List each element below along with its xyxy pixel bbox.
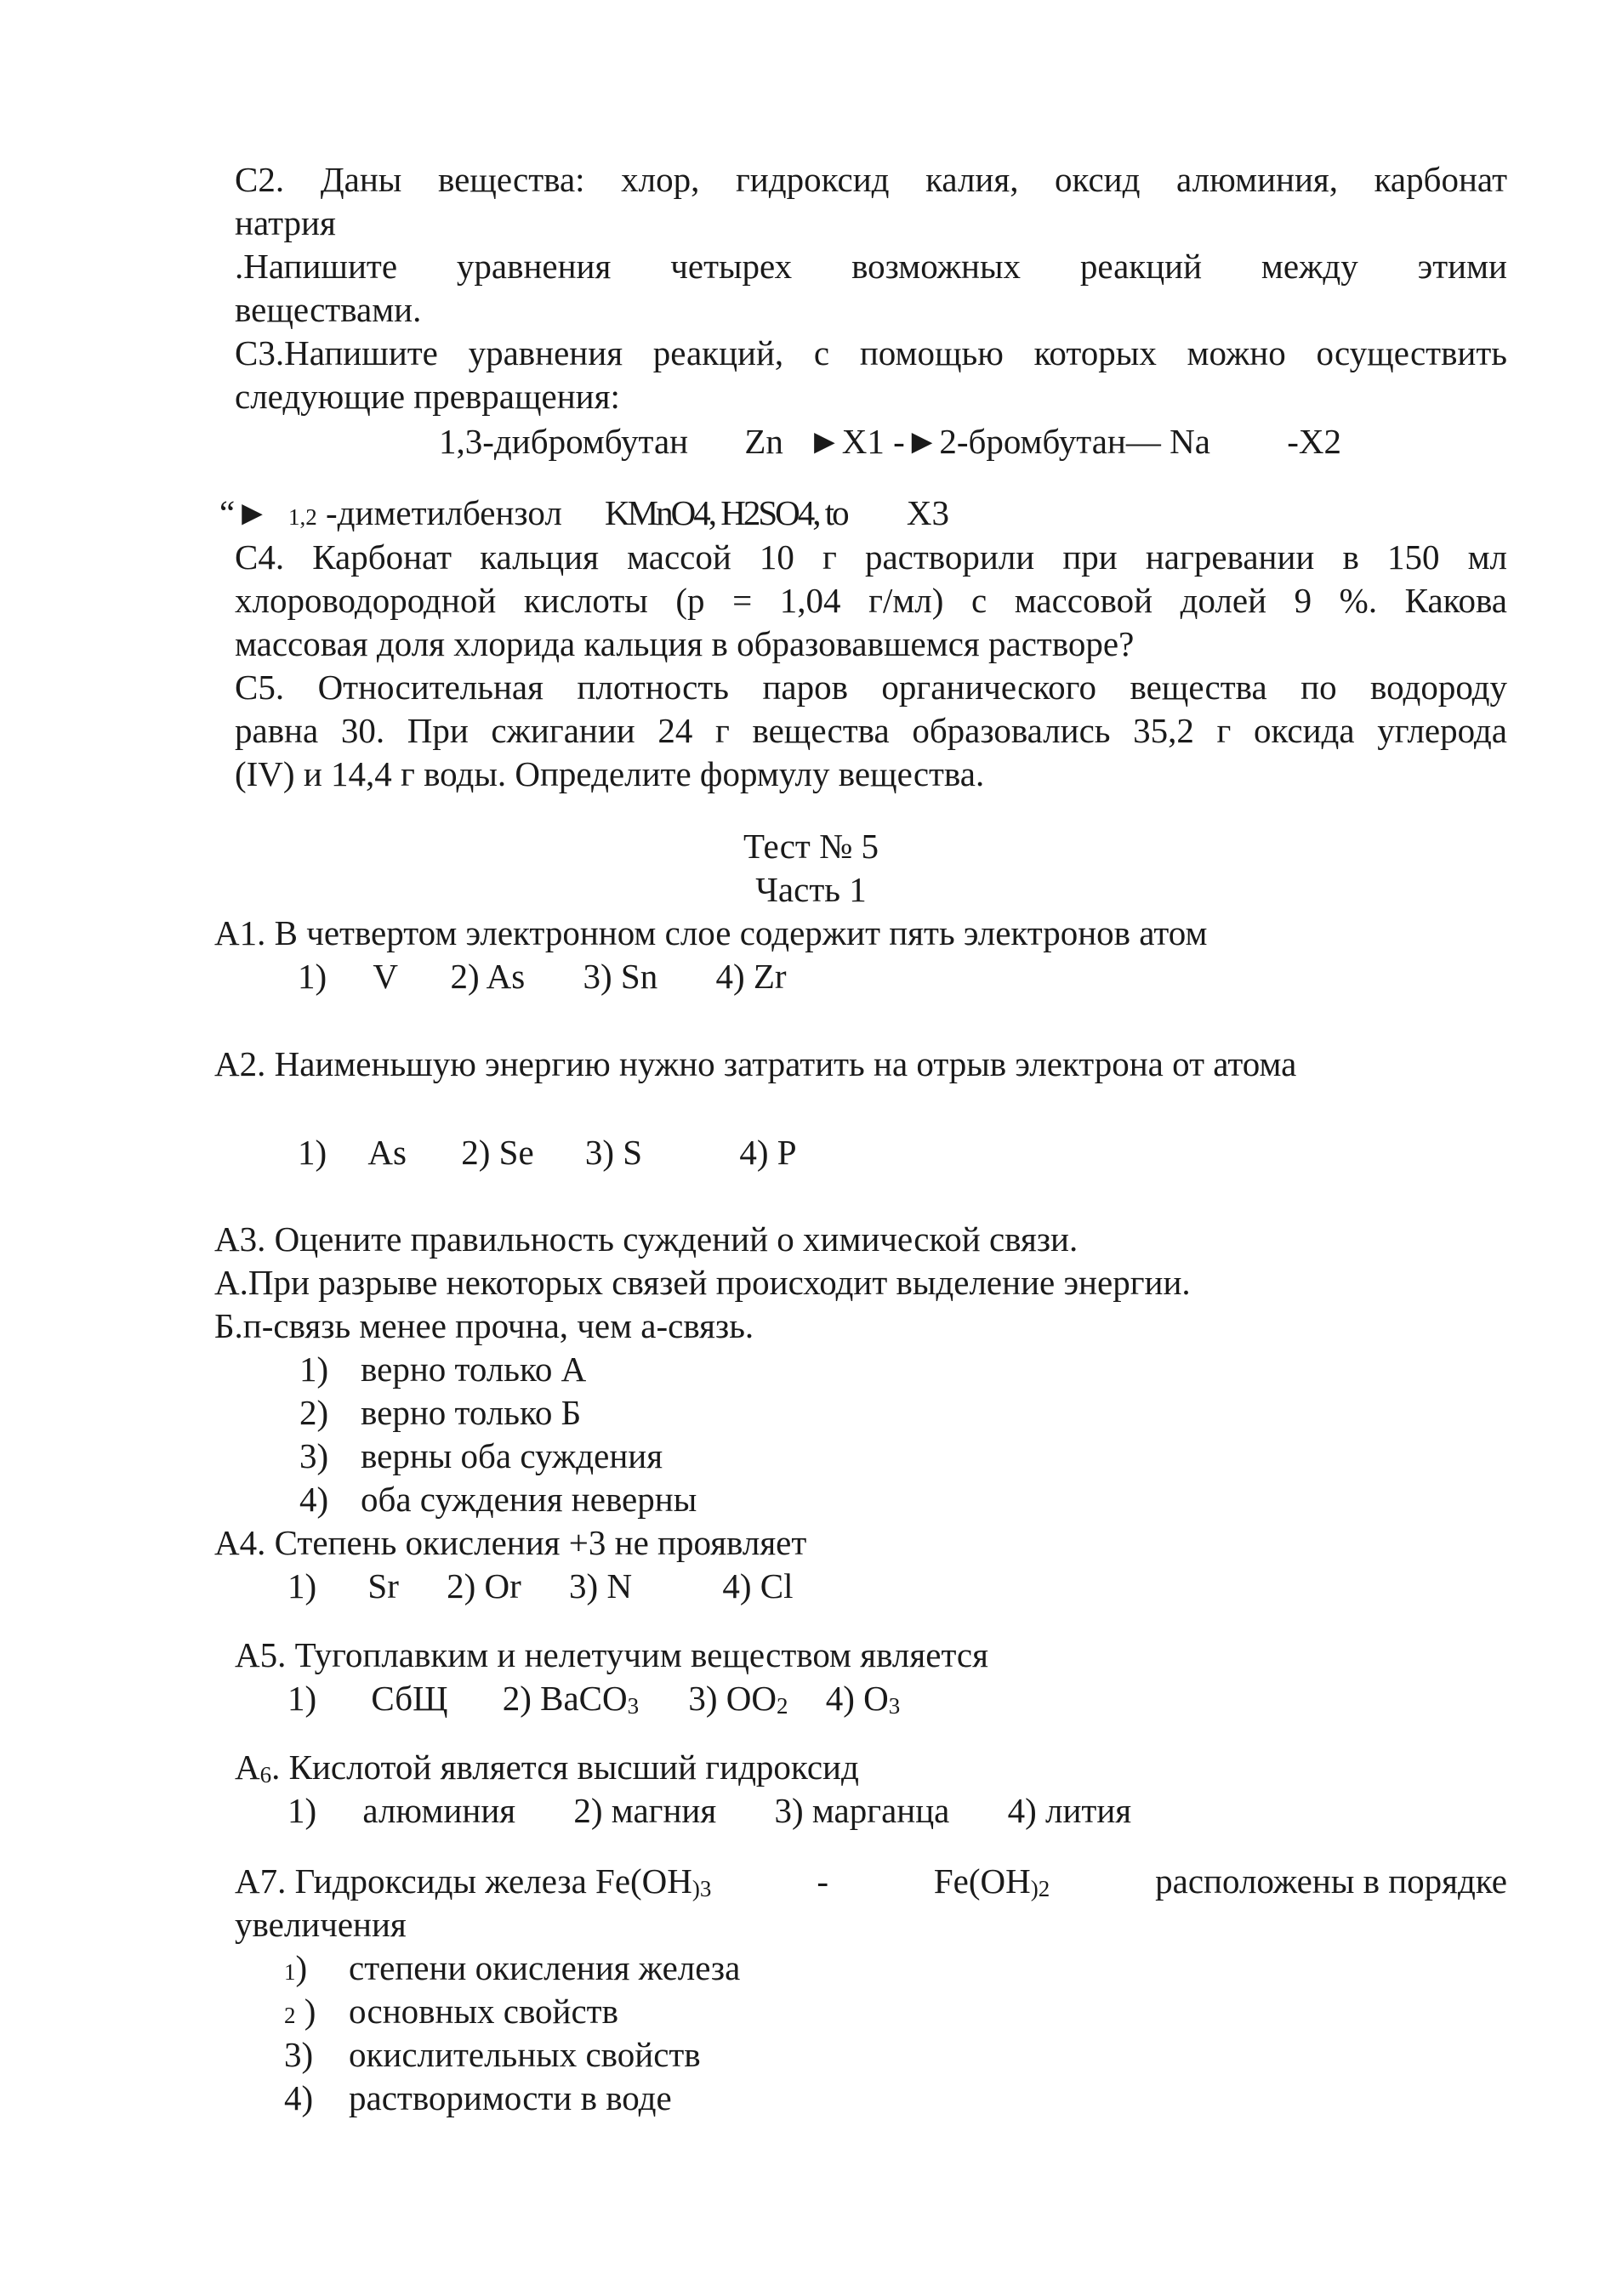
a3-option-2-text: верно только Б [361,1393,582,1432]
part-title: Часть 1 [755,870,867,909]
c2-line-3: .Напишите уравнения четырех возможных реакций между этими [235,247,1507,286]
c2-line-1: С2. Даны вещества: хлор, гидроксид калия, оксид алюминия, карбонат [235,160,1507,199]
a3-option-1-num: 1) [299,1350,329,1389]
a7-option-1-num [284,1946,349,1994]
a4-option-2: 2) Or [447,1566,521,1605]
a7-sub-1: )3 [691,1876,712,1901]
a7-line-2: увеличения [235,1905,407,1944]
a6-option-1: алюминия [362,1791,516,1830]
scheme1-na: Na [1170,422,1210,461]
a4-options [287,1565,793,1608]
a7-dash: - [817,1861,828,1901]
a7-option-4 [284,2077,672,2120]
a4-question: А4. Степень окисления +3 не проявляет [214,1523,807,1562]
a2-options [298,1131,797,1174]
a3-option-4-num: 4) [299,1480,329,1519]
a2-option-1-num: 1) [298,1133,327,1172]
a3-option-2-num: 2) [299,1393,329,1432]
a7-part-1: А7. Гидроксиды железа Fe(OH [235,1861,692,1901]
c4-line-1: С4. Карбонат кальция массой 10 г растворили при нагревании в 150 мл [235,537,1507,577]
scheme1-reagent: Zn [744,422,783,461]
a6-question [235,1746,859,1789]
a5-options [287,1677,900,1720]
a3-option-3-text: верны оба суждения [361,1436,663,1475]
c2-line-2: натрия [235,203,336,242]
a1-option-3: 3) Sn [583,957,658,996]
a5-option-2-sub: 3 [627,1693,640,1719]
a7-option-1 [284,1946,740,1994]
a7-line-1 [235,1860,1507,1903]
a1-option-2: 2) As [450,957,526,996]
a7-option-2-paren: ) [295,1992,316,2031]
a3-option-3 [299,1435,663,1478]
a5-option-1: СбЩ [371,1679,448,1718]
a5-option-1-num: 1) [287,1679,317,1718]
a7-option-1-paren: ) [295,1948,308,1987]
a7-sub-2: )2 [1030,1876,1050,1901]
a7-option-3 [284,2033,701,2077]
a7-text-start [235,1860,711,1903]
a3-question: А3. Оцените правильность суждений о химической связи. [214,1219,1078,1259]
a7-option-2-digit: 2 [284,2003,296,2028]
a7-option-4-num [284,2077,349,2120]
scheme2-name: -диметилбензол [326,493,562,532]
a3-option-4 [299,1478,697,1521]
a7-option-2-num [284,1990,349,2037]
scheme2-reagents: KMnO4, H2SO4, to [605,493,847,532]
a7-option-1-digit: 1 [284,1959,296,1985]
a1-question: А1. В четвертом электронном слое содержит пять электронов атом [214,913,1208,952]
a7-text-end: расположены в порядке [1155,1861,1507,1901]
a1-options [298,955,787,998]
a3-option-2 [299,1391,581,1435]
a7-fe2 [934,1860,1050,1903]
a7-option-3-text: окислительных свойств [349,2035,701,2074]
a1-option-1-num: 1) [298,957,327,996]
a7-part-2: Fe(OH [933,1861,1031,1901]
scheme1-start: 1,3-дибромбутан [439,422,689,461]
a3-statement-b: Б.п-связь менее прочна, чем а-связь. [214,1306,754,1345]
a7-option-4-digit: 4) [284,2078,314,2117]
a4-option-1: Sr [367,1566,399,1605]
a2-option-1: As [367,1133,407,1172]
a6-label-sub: 6 [259,1762,272,1787]
a7-option-3-digit: 3) [284,2035,314,2074]
c4-line-3: массовая доля хлорида кальция в образовавшемся растворе? [235,624,1135,663]
a6-question-text: . Кислотой является высший гидроксид [271,1748,859,1787]
a7-option-1-text: степени окисления железа [349,1948,741,1987]
c2-line-4: веществами. [235,290,422,329]
a2-option-3: 3) S [584,1133,643,1172]
a5-question: А5. Тугоплавким и нелетучим веществом является [235,1635,988,1674]
a6-option-2: 2) магния [573,1791,717,1830]
c3-scheme-2 [219,492,949,539]
a5-option-3: 3) OO [688,1679,777,1718]
scheme1-x1: ►X1 [807,422,885,461]
a4-option-4: 4) Cl [722,1566,794,1605]
a6-option-4: 4) лития [1007,1791,1132,1830]
a7-option-2-text: основных свойств [349,1992,618,2031]
scheme1-x2: -X2 [1287,422,1341,461]
scheme2-arrow: “► [219,493,270,532]
a1-option-4: 4) Zr [715,957,787,996]
a7-option-4-text: растворимости в воде [349,2078,672,2117]
a2-question: А2. Наименьшую энергию нужно затратить на отрыв электрона от атома [214,1044,1297,1083]
c3-line-2: следующие превращения: [235,377,620,416]
a6-options [287,1789,1131,1833]
a2-option-2: 2) Se [461,1133,534,1172]
a6-option-3: 3) марганца [774,1791,950,1830]
a6-option-1-num: 1) [287,1791,317,1830]
c5-line-3: (IV) и 14,4 г воды. Определите формулу вещества. [235,754,985,793]
c3-scheme-1 [439,420,1341,463]
scheme2-x3: X3 [906,493,949,532]
test-title: Тест № 5 [743,827,879,866]
a3-option-1-text: верно только А [361,1350,587,1389]
c5-line-1: С5. Относительная плотность паров органического вещества по водороду [235,668,1507,707]
a1-option-1: V [373,957,398,996]
a7-option-2 [284,1990,618,2037]
a7-option-3-num [284,2033,349,2077]
a5-option-3-sub: 2 [777,1693,788,1719]
a3-option-3-num: 3) [299,1436,329,1475]
a6-label: А [235,1748,260,1787]
a3-option-1 [299,1348,586,1391]
c4-line-2: хлороводородной кислоты (р = 1,04 г/мл) с массовой долей 9 %. Какова [235,581,1507,620]
a3-option-4-text: оба суждения неверны [361,1480,697,1519]
a5-option-2: 2) ВаСО [502,1679,628,1718]
a4-option-3: 3) N [569,1566,633,1605]
a4-option-1-num: 1) [287,1566,317,1605]
scheme1-arrow: -►2-бромбутан— [893,422,1161,461]
c5-line-2: равна 30. При сжигании 24 г вещества образовались 35,2 г оксида углерода [235,711,1507,750]
a5-option-4-sub: 3 [888,1693,901,1719]
c3-line-1: С3.Напишите уравнения реакций, с помощью которых можно осуществить [235,333,1507,372]
a2-option-4: 4) P [739,1133,797,1172]
a3-statement-a: А.При разрыве некоторых связей происходит выделение энергии. [214,1263,1191,1302]
scheme2-prefix: 1,2 [288,504,317,530]
a5-option-4: 4) O [825,1679,889,1718]
